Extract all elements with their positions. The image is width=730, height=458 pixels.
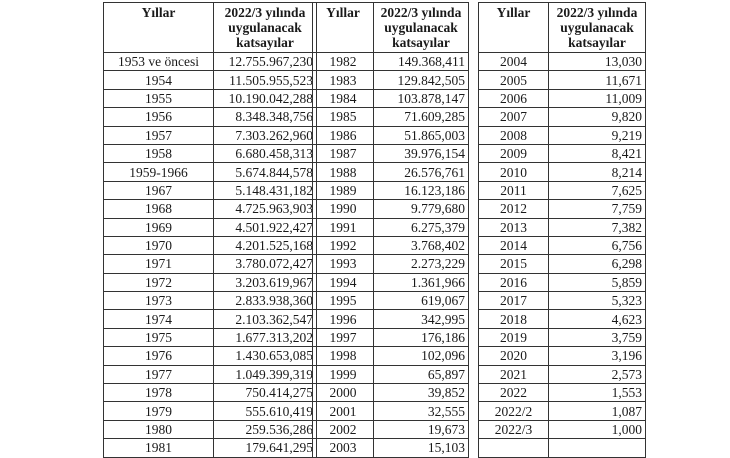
table-row xyxy=(479,347,646,365)
coefficient-cell: 2,573 xyxy=(549,365,646,383)
table-row xyxy=(313,255,469,273)
year-cell: 1954 xyxy=(104,71,214,89)
header-coefficients: 2022/3 yılında uygulanacak katsayılar xyxy=(549,3,646,53)
coefficient-cell: 12.755.967,230 xyxy=(214,53,317,71)
coefficient-cell: 10.190.042,288 xyxy=(214,89,317,107)
coefficient-cell: 750.414,275 xyxy=(214,384,317,402)
coefficient-cell: 11,671 xyxy=(549,71,646,89)
table-row xyxy=(479,439,646,457)
coefficient-cell: 71.609,285 xyxy=(374,108,469,126)
coefficient-cell: 342,995 xyxy=(374,310,469,328)
year-cell: 1997 xyxy=(313,328,374,346)
table-row xyxy=(313,365,469,383)
year-cell: 1992 xyxy=(313,236,374,254)
year-cell: 1996 xyxy=(313,310,374,328)
header-coefficients: 2022/3 yılında uygulanacak katsayılar xyxy=(214,3,317,53)
year-cell: 2005 xyxy=(479,71,549,89)
year-cell: 2022/2 xyxy=(479,402,549,420)
table-row xyxy=(479,310,646,328)
coefficient-cell: 15,103 xyxy=(374,439,469,457)
table-row xyxy=(104,365,317,383)
coefficient-cell: 6,298 xyxy=(549,255,646,273)
year-cell: 1976 xyxy=(104,347,214,365)
table-row xyxy=(313,273,469,291)
year-cell: 1995 xyxy=(313,292,374,310)
coefficient-cell: 9,820 xyxy=(549,108,646,126)
coefficient-cell: 2.273,229 xyxy=(374,255,469,273)
header-coefficients: 2022/3 yılında uygulanacak katsayılar xyxy=(374,3,469,53)
table-row xyxy=(104,273,317,291)
coefficient-cell: 2.103.362,547 xyxy=(214,310,317,328)
coefficient-cell: 179.641,295 xyxy=(214,439,317,457)
year-cell: 2022 xyxy=(479,384,549,402)
coefficient-cell: 4,623 xyxy=(549,310,646,328)
table-row xyxy=(313,292,469,310)
year-cell: 1983 xyxy=(313,71,374,89)
year-cell: 1956 xyxy=(104,108,214,126)
year-cell: 1970 xyxy=(104,236,214,254)
coefficient-cell: 7,759 xyxy=(549,200,646,218)
year-cell: 2012 xyxy=(479,200,549,218)
year-cell: 1989 xyxy=(313,181,374,199)
table-row xyxy=(313,108,469,126)
year-cell: 2019 xyxy=(479,328,549,346)
table-row xyxy=(313,439,469,457)
year-cell: 2013 xyxy=(479,218,549,236)
coefficient-cell: 5.674.844,578 xyxy=(214,163,317,181)
year-cell: 2006 xyxy=(479,89,549,107)
year-cell: 1977 xyxy=(104,365,214,383)
year-cell: 1959-1966 xyxy=(104,163,214,181)
year-cell: 1953 ve öncesi xyxy=(104,53,214,71)
year-cell: 1988 xyxy=(313,163,374,181)
table-row xyxy=(104,108,317,126)
table-row xyxy=(313,236,469,254)
table-row xyxy=(104,218,317,236)
table-row xyxy=(313,181,469,199)
table-row xyxy=(479,273,646,291)
table-row xyxy=(479,126,646,144)
table-row xyxy=(479,200,646,218)
year-cell: 1978 xyxy=(104,384,214,402)
coefficient-cell: 1,553 xyxy=(549,384,646,402)
table-row xyxy=(313,163,469,181)
year-cell: 1985 xyxy=(313,108,374,126)
year-cell: 1999 xyxy=(313,365,374,383)
table-row xyxy=(313,347,469,365)
coefficient-cell: 11,009 xyxy=(549,89,646,107)
table-row xyxy=(104,292,317,310)
year-cell: 2010 xyxy=(479,163,549,181)
coefficient-cell: 102,096 xyxy=(374,347,469,365)
table-row xyxy=(313,200,469,218)
coefficient-cell: 6,756 xyxy=(549,236,646,254)
coefficient-cell: 16.123,186 xyxy=(374,181,469,199)
coefficient-cell: 7.303.262,960 xyxy=(214,126,317,144)
year-cell: 2008 xyxy=(479,126,549,144)
coefficient-cell: 3.768,402 xyxy=(374,236,469,254)
coefficient-cell: 1.049.399,319 xyxy=(214,365,317,383)
year-cell: 2003 xyxy=(313,439,374,457)
coefficient-cell: 1,087 xyxy=(549,402,646,420)
table-row xyxy=(479,71,646,89)
table-row xyxy=(104,420,317,438)
coefficient-cell: 9.779,680 xyxy=(374,200,469,218)
coefficient-cell: 259.536,286 xyxy=(214,420,317,438)
header-years: Yıllar xyxy=(479,3,549,53)
coefficient-cell: 1.677.313,202 xyxy=(214,328,317,346)
coefficient-cell: 4.201.525,168 xyxy=(214,236,317,254)
year-cell: 2011 xyxy=(479,181,549,199)
year-cell: 1993 xyxy=(313,255,374,273)
coefficient-cell: 8,214 xyxy=(549,163,646,181)
year-cell: 1991 xyxy=(313,218,374,236)
coefficient-cell: 4.501.922,427 xyxy=(214,218,317,236)
table-row xyxy=(104,126,317,144)
year-cell: 1971 xyxy=(104,255,214,273)
coefficient-table-2 xyxy=(312,2,469,458)
year-cell: 1975 xyxy=(104,328,214,346)
coefficient-cell: 8.348.348,756 xyxy=(214,108,317,126)
year-cell: 1980 xyxy=(104,420,214,438)
coefficient-cell: 3.780.072,427 xyxy=(214,255,317,273)
table-row xyxy=(313,402,469,420)
year-cell: 1987 xyxy=(313,144,374,162)
coefficient-cell: 9,219 xyxy=(549,126,646,144)
year-cell: 1967 xyxy=(104,181,214,199)
table-row xyxy=(313,218,469,236)
table-row xyxy=(479,163,646,181)
coefficient-cell: 149.368,411 xyxy=(374,53,469,71)
coefficient-cell: 1.430.653,085 xyxy=(214,347,317,365)
year-cell: 1994 xyxy=(313,273,374,291)
coefficient-cell: 39,852 xyxy=(374,384,469,402)
coefficient-cell: 19,673 xyxy=(374,420,469,438)
table-row xyxy=(479,218,646,236)
year-cell: 2007 xyxy=(479,108,549,126)
coefficient-cell: 1,000 xyxy=(549,420,646,438)
table-row xyxy=(313,328,469,346)
year-cell: 2004 xyxy=(479,53,549,71)
table-row xyxy=(313,126,469,144)
table-row xyxy=(479,53,646,71)
coefficient-cell: 619,067 xyxy=(374,292,469,310)
year-cell: 2014 xyxy=(479,236,549,254)
table-row xyxy=(313,89,469,107)
table-row xyxy=(313,310,469,328)
table-row xyxy=(104,347,317,365)
year-cell: 2015 xyxy=(479,255,549,273)
coefficient-cell: 5,323 xyxy=(549,292,646,310)
coefficient-cell: 103.878,147 xyxy=(374,89,469,107)
year-cell: 2002 xyxy=(313,420,374,438)
coefficient-cell: 129.842,505 xyxy=(374,71,469,89)
table-row xyxy=(313,144,469,162)
table-row xyxy=(104,53,317,71)
year-cell: 1982 xyxy=(313,53,374,71)
year-cell: 1990 xyxy=(313,200,374,218)
coefficient-cell: 5,859 xyxy=(549,273,646,291)
year-cell: 2021 xyxy=(479,365,549,383)
header-years: Yıllar xyxy=(313,3,374,53)
coefficient-cell: 1.361,966 xyxy=(374,273,469,291)
coefficient-cell: 6.680.458,313 xyxy=(214,144,317,162)
table-row xyxy=(104,236,317,254)
table-row xyxy=(104,384,317,402)
coefficient-cell: 3,196 xyxy=(549,347,646,365)
table-row xyxy=(104,163,317,181)
year-cell: 2001 xyxy=(313,402,374,420)
year-cell: 2018 xyxy=(479,310,549,328)
table-row xyxy=(104,328,317,346)
coefficient-cell: 65,897 xyxy=(374,365,469,383)
coefficient-table-1 xyxy=(103,2,317,458)
coefficient-cell: 26.576,761 xyxy=(374,163,469,181)
coefficient-cell: 3.203.619,967 xyxy=(214,273,317,291)
year-cell: 1984 xyxy=(313,89,374,107)
year-cell: 2017 xyxy=(479,292,549,310)
table-row xyxy=(104,439,317,457)
year-cell: 1986 xyxy=(313,126,374,144)
table-row xyxy=(104,200,317,218)
coefficient-cell: 39.976,154 xyxy=(374,144,469,162)
table-row xyxy=(479,236,646,254)
table-row xyxy=(479,144,646,162)
year-cell: 2022/3 xyxy=(479,420,549,438)
table-row xyxy=(479,402,646,420)
table-row xyxy=(479,89,646,107)
table-row xyxy=(104,89,317,107)
table-row xyxy=(479,420,646,438)
year-cell: 1973 xyxy=(104,292,214,310)
year-cell: 1981 xyxy=(104,439,214,457)
table-row xyxy=(104,402,317,420)
table-row xyxy=(479,328,646,346)
year-cell: 1957 xyxy=(104,126,214,144)
header-years: Yıllar xyxy=(104,3,214,53)
table-row xyxy=(479,108,646,126)
coefficient-table-3 xyxy=(478,2,646,458)
year-cell: 2020 xyxy=(479,347,549,365)
table-row xyxy=(104,181,317,199)
coefficient-cell: 176,186 xyxy=(374,328,469,346)
coefficient-cell: 3,759 xyxy=(549,328,646,346)
coefficient-cell xyxy=(549,439,646,457)
table-row xyxy=(479,384,646,402)
year-cell xyxy=(479,439,549,457)
coefficient-cell: 2.833.938,360 xyxy=(214,292,317,310)
year-cell: 1972 xyxy=(104,273,214,291)
coefficient-cell: 4.725.963,903 xyxy=(214,200,317,218)
coefficient-cell: 32,555 xyxy=(374,402,469,420)
year-cell: 1958 xyxy=(104,144,214,162)
coefficient-cell: 7,625 xyxy=(549,181,646,199)
year-cell: 2016 xyxy=(479,273,549,291)
coefficient-cell: 7,382 xyxy=(549,218,646,236)
coefficient-cell: 5.148.431,182 xyxy=(214,181,317,199)
coefficient-cell: 555.610,419 xyxy=(214,402,317,420)
coefficient-cell: 8,421 xyxy=(549,144,646,162)
table-row xyxy=(479,365,646,383)
coefficient-cell: 51.865,003 xyxy=(374,126,469,144)
coefficient-cell: 13,030 xyxy=(549,53,646,71)
year-cell: 1998 xyxy=(313,347,374,365)
table-row xyxy=(104,71,317,89)
year-cell: 1969 xyxy=(104,218,214,236)
year-cell: 1979 xyxy=(104,402,214,420)
table-row xyxy=(313,384,469,402)
year-cell: 2000 xyxy=(313,384,374,402)
coefficient-cell: 11.505.955,523 xyxy=(214,71,317,89)
table-row xyxy=(313,53,469,71)
coefficient-cell: 6.275,379 xyxy=(374,218,469,236)
year-cell: 2009 xyxy=(479,144,549,162)
year-cell: 1974 xyxy=(104,310,214,328)
table-row xyxy=(313,71,469,89)
table-row xyxy=(479,292,646,310)
table-row xyxy=(479,255,646,273)
year-cell: 1968 xyxy=(104,200,214,218)
table-row xyxy=(313,420,469,438)
table-row xyxy=(479,181,646,199)
table-row xyxy=(104,144,317,162)
table-row xyxy=(104,255,317,273)
year-cell: 1955 xyxy=(104,89,214,107)
table-row xyxy=(104,310,317,328)
